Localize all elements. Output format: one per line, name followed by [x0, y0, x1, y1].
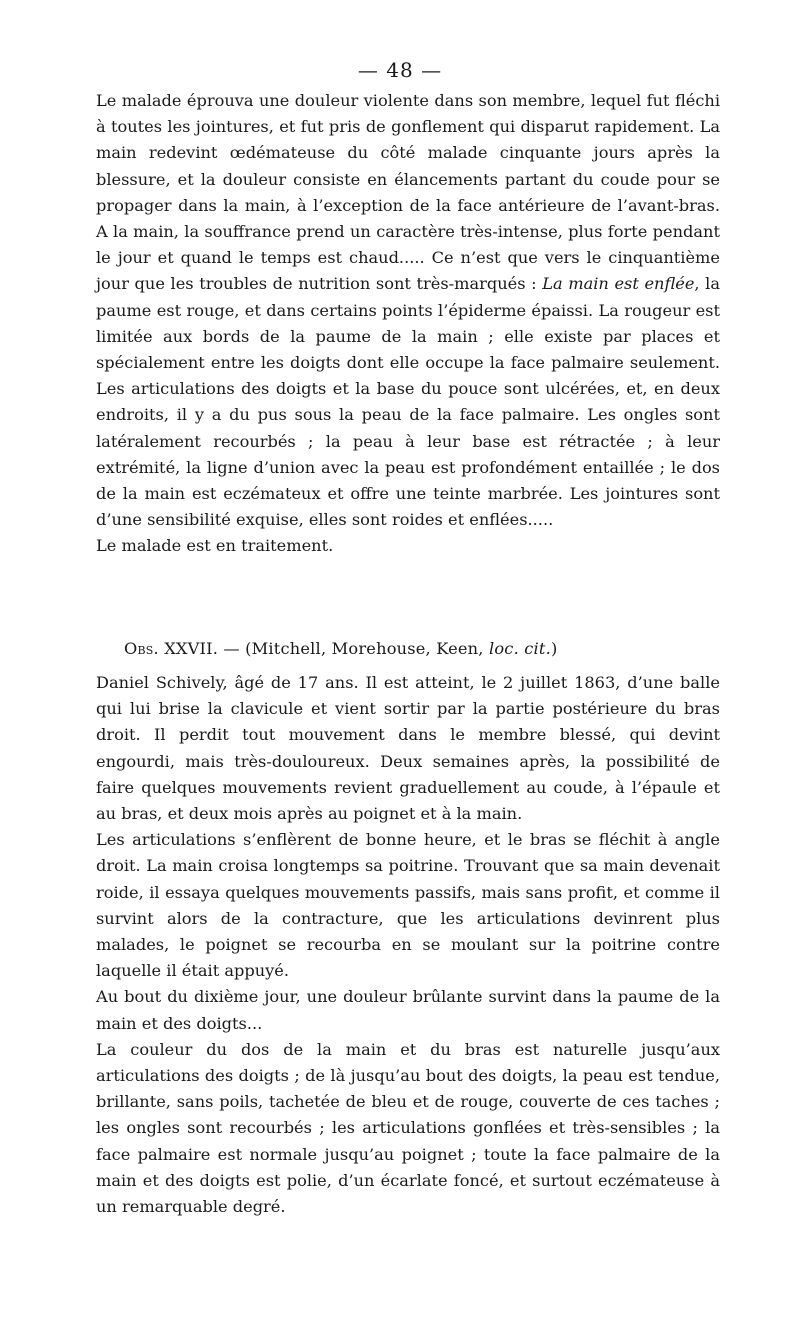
observation-label: Obs. [124, 639, 159, 658]
observation-citation: loc. cit. [488, 639, 551, 658]
observation-body [96, 670, 720, 1220]
paragraph-patient [96, 670, 720, 827]
paragraph-burning-pain-text: Au bout du dixième jour, une douleur brûlante survint dans la paume de la main et des doigts... [96, 987, 720, 1033]
paragraph-symptoms [96, 88, 720, 533]
page-number: — 48 — [357, 58, 443, 82]
paragraph-symptoms-text: Le malade éprouva une douleur violente dans son membre, lequel fut fléchi à toutes les jointures, et fut pris de gonflement qui disparut rapidement. La main redevint œdémateuse du côté malade cinquante jours après la blessure, et la douleur consiste en élancements partant du coude pour se propager dans la main, à l’exception de la face antérieure de l’avant-bras. A la main, la souffrance prend un caractère très-intense, plus forte pendant le jour et quand le temps est chaud..... Ce n’est que vers le cinquantième jour que les troubles de nutrition sont très-marqués : [96, 91, 720, 294]
paragraph-patient-text: Daniel Schively, âgé de 17 ans. Il est atteint, le 2 juillet 1863, d’une balle qui lui brise la clavicule et vient sortir par la partie postérieure du bras droit. Il perdit tout mouvement dans le membre blessé, qui devint engourdi, mais très-douloureux. Deux semaines après, la possibilité de faire quelques mouvements revient graduellement au coude, à l’épaule et au bras, et deux mois après au poignet et à la main. [96, 673, 720, 824]
case-description-block [96, 88, 720, 560]
observation-close: ) [550, 639, 558, 658]
paragraph-skin-color-text: La couleur du dos de la main et du bras est naturelle jusqu’aux articulations des doigts ; de là jusqu’au bout des doigts, la peau est tendue, brillante, sans poils, tachetée de bleu et de rouge, couverte de ces taches ; les ongles sont recourbés ; les articulations gonflées et très-sensibles ; la face palmaire est normale jusqu’au poignet ; toute la face palmaire de la main et des doigts est polie, d’un écarlate foncé, et surtout eczémateuse à un remarquable degré. [96, 1039, 720, 1217]
paragraph-articulations-text: Les articulations s’enflèrent de bonne heure, et le bras se fléchit à angle droit. La main croisa longtemps sa poitrine. Trouvant que sa main devenait roide, il essaya quelques mouvements passifs, mais sans profit, et comme il survint alors de la contracture, que les articulations devinrent plus malades, le poignet se recourba en se moulant sur la poitrine contre laquelle il était appuyé. [96, 830, 720, 981]
paragraph-articulations [96, 827, 720, 984]
paragraph-skin-color [96, 1037, 720, 1220]
paragraph-burning-pain [96, 984, 720, 1036]
paragraph-symptoms-rest: , la paume est rouge, et dans certains points l’épiderme épaissi. La rougeur est limitée aux bords de la paume de la main ; elle existe par places et spécialement entre les doigts dont elle occupe la face palmaire seulement. Les articulations des doigts et la base du pouce sont ulcérées, et, en deux endroits, il y a du pus sous la peau de la face palmaire. Les ongles sont latéralement recourbés ; la peau à leur base est rétractée ; à leur extrémité, la ligne d’union avec la peau est profondément entaillée ; le dos de la main est eczémateux et offre une teinte marbrée. Les jointures sont d’une sensibilité exquise, elles sont roides et enflées..... [96, 274, 720, 530]
paragraph-treatment-text: Le malade est en traitement. [96, 536, 334, 556]
paragraph-treatment [96, 533, 720, 559]
observation-number: XXVII. — (Mitchell, Morehouse, Keen, [158, 639, 489, 658]
paragraph-symptoms-italic: La main est enflée [542, 274, 695, 294]
observation-heading [124, 636, 724, 662]
